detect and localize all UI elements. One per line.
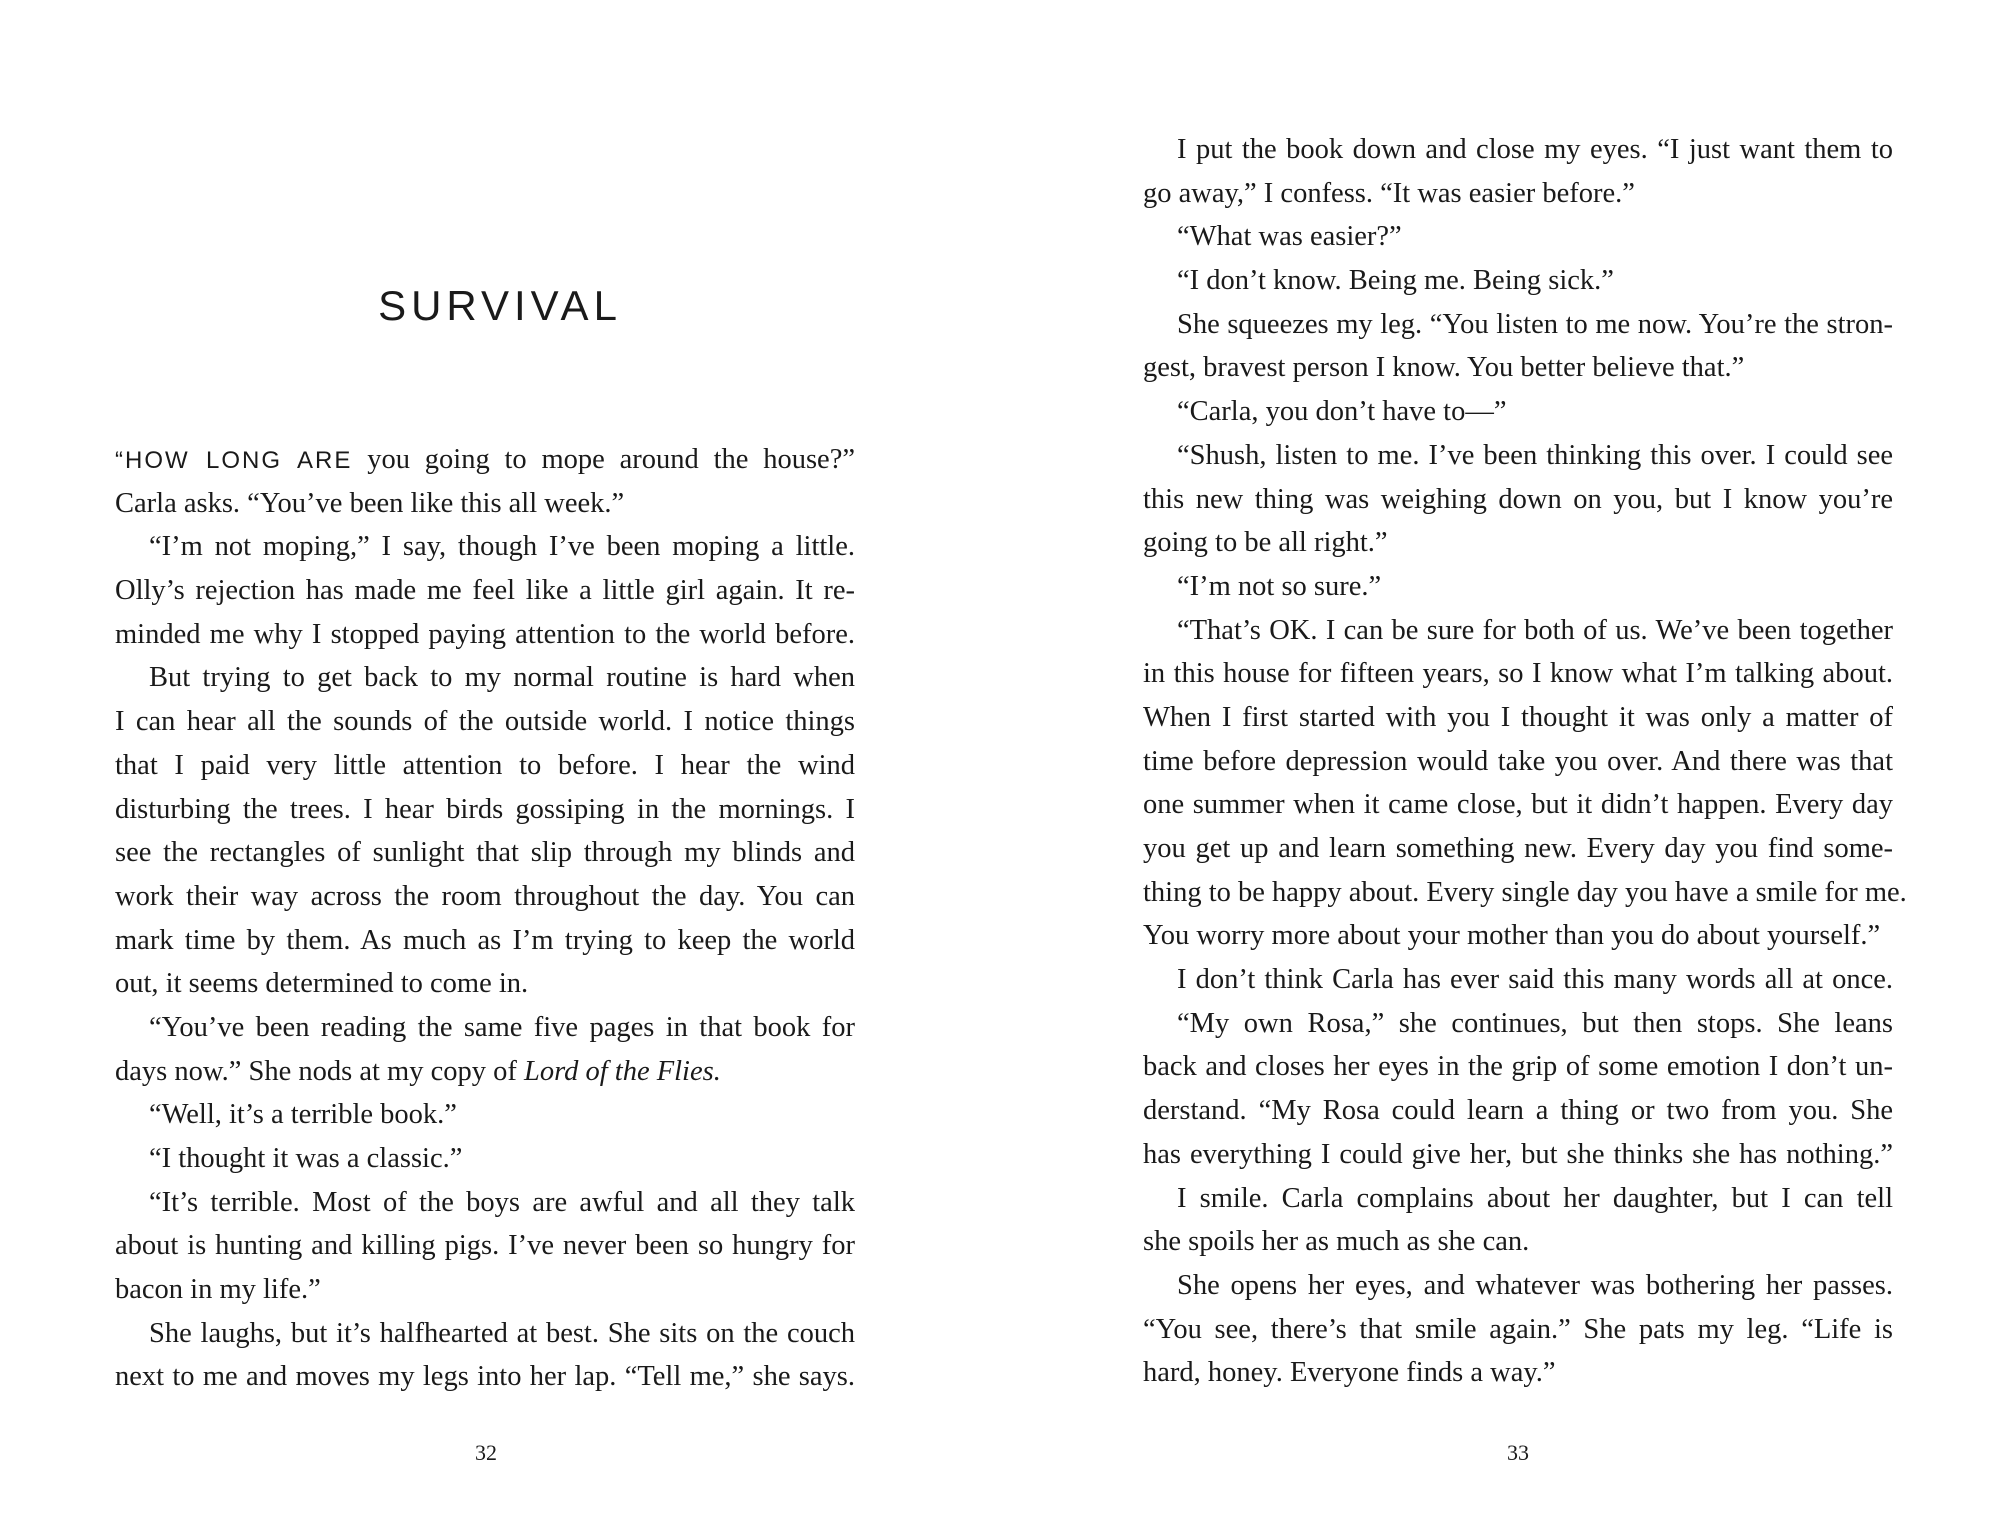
text-line: minded me why I stopped paying attention to the world before. [115,618,855,650]
chapter-title: SURVIVAL [378,282,622,329]
text-line: she spoils her as much as she can. [1143,1226,1530,1258]
text-line: “I’m not moping,” I say, though I’ve been moping a little. [149,531,855,563]
text-line: I smile. Carla complains about her daughter, but I can tell [1177,1182,1893,1214]
text-line: “You see, there’s that smile again.” She pats my leg. “Life is [1143,1313,1893,1345]
text-line: I don’t think Carla has ever said this many words all at once. [1177,964,1893,996]
text-line: “I’m not so sure.” [1177,570,1382,602]
text-line: time before depression would take you over. And there was that [1143,745,1893,777]
text-line: out, it seems determined to come in. [115,968,529,1000]
text-line: that I paid very little attention to before. I hear the wind [115,749,855,781]
text-line: “It’s terrible. Most of the boys are awful and all they talk [149,1186,855,1218]
text-line: “That’s OK. I can be sure for both of us. We’ve been together [1177,614,1893,646]
text-line: Olly’s rejection has made me feel like a little girl again. It re- [115,575,855,607]
text-line: “Carla, you don’t have to—” [1177,396,1507,428]
text-line: hard, honey. Everyone finds a way.” [1143,1357,1556,1389]
text-line: days now.” She nods at my copy of Lord of the Flies. [115,1055,721,1087]
text-line: go away,” I confess. “It was easier before.” [1143,177,1635,209]
text-line: this new thing was weighing down on you, but I know you’re [1143,483,1893,515]
text-line: I can hear all the sounds of the outside world. I notice things [115,706,855,738]
page-number: 33 [1507,1440,1529,1465]
text-line: I put the book down and close my eyes. “I just want them to [1177,134,1893,165]
text-line: has everything I could give her, but she thinks she has nothing.” [1143,1138,1893,1170]
text-line: gest, bravest person I know. You better believe that.” [1143,352,1745,384]
text-line: see the rectangles of sunlight that slip through my blinds and [115,837,855,869]
text-line: “HOW LONG ARE you going to mope around the house?” [115,444,855,475]
text-line: When I first started with you I thought it was only a matter of [1143,701,1893,733]
left-page-text [115,438,855,1399]
text-line: She opens her eyes, and whatever was bothering her passes. [1177,1269,1893,1301]
text-line: Carla asks. “You’ve been like this all week.” [115,487,625,519]
text-line: disturbing the trees. I hear birds gossiping in the mornings. I [115,793,855,825]
text-line: one summer when it came close, but it didn’t happen. Every day [1143,789,1893,821]
text-line: You worry more about your mother than you do about yourself.” [1143,920,1881,952]
text-line: “You’ve been reading the same five pages in that book for [149,1011,855,1043]
text-line: derstand. “My Rosa could learn a thing or two from you. She [1143,1095,1893,1127]
page-number: 32 [475,1440,497,1465]
text-line: about is hunting and killing pigs. I’ve never been so hungry for [115,1230,855,1262]
text-line: back and closes her eyes in the grip of some emotion I don’t un- [1143,1051,1893,1083]
text-line: “My own Rosa,” she continues, but then stops. She leans [1177,1007,1893,1039]
right-page-text [1143,128,1907,1395]
text-line: “Shush, listen to me. I’ve been thinking this over. I could see [1177,439,1893,471]
text-line: But trying to get back to my normal routine is hard when [149,662,855,694]
text-line: “I don’t know. Being me. Being sick.” [1177,265,1614,297]
right-page [1000,0,2000,1539]
text-line: “Well, it’s a terrible book.” [149,1099,457,1131]
text-line: “I thought it was a classic.” [149,1143,463,1174]
text-line: bacon in my life.” [115,1274,321,1306]
text-line: “What was easier?” [1177,221,1402,253]
text-line: She laughs, but it’s halfhearted at best. She sits on the couch [149,1317,855,1349]
text-line: work their way across the room throughout the day. You can [115,880,855,912]
text-line: thing to be happy about. Every single day you have a smile for me. [1143,876,1907,908]
text-line: you get up and learn something new. Every day you find some- [1143,833,1893,864]
text-line: in this house for fifteen years, so I know what I’m talking about. [1143,658,1893,690]
text-line: going to be all right.” [1143,527,1388,559]
text-line: next to me and moves my legs into her lap. “Tell me,” she says. [115,1361,855,1393]
text-line: She squeezes my leg. “You listen to me now. You’re the stron- [1177,308,1893,340]
text-line: mark time by them. As much as I’m trying to keep the world [115,924,855,956]
